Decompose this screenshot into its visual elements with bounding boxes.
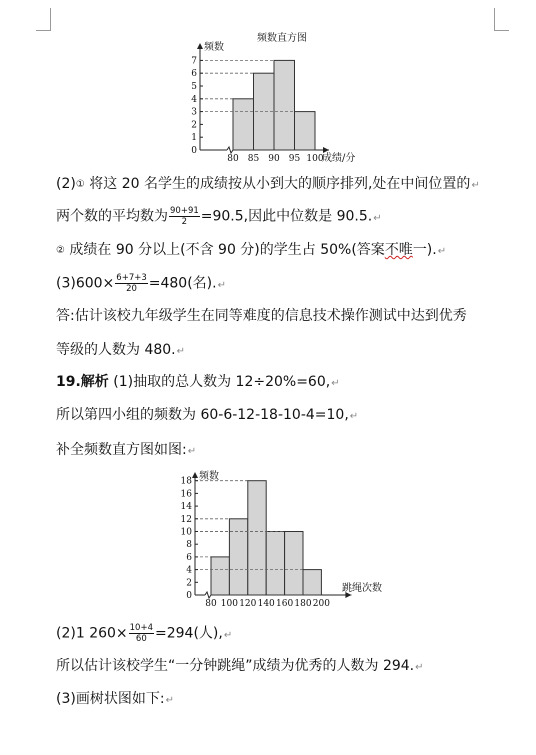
y-tick-label: 12 bbox=[180, 514, 192, 525]
x-tick-label: 80 bbox=[227, 154, 239, 164]
x-axis-break bbox=[205, 592, 211, 598]
x-tick-label: 90 bbox=[268, 154, 280, 164]
text-line: 两个数的平均数为 $\frac{90+91}{2}$ =90.5,因此中位数是 90.5.↵ bbox=[56, 206, 382, 227]
y-tick-label: 3 bbox=[191, 107, 197, 118]
histogram-bar bbox=[295, 112, 316, 150]
x-tick-label: 140 bbox=[257, 599, 275, 609]
x-tick-label: 100 bbox=[220, 599, 238, 609]
fraction: $\frac{10+4}{60}$ bbox=[129, 623, 153, 644]
y-tick-label: 4 bbox=[191, 94, 197, 105]
y-tick-label: 18 bbox=[180, 476, 192, 487]
text-line: (3)600× $\frac{6+7+3}{20}$ =480(名).↵ bbox=[56, 273, 226, 294]
x-tick-label: 100 bbox=[306, 154, 324, 164]
fraction: $\frac{90+91}{2}$ bbox=[170, 206, 199, 227]
y-axis-label: 频数 bbox=[204, 42, 224, 53]
histogram-bar bbox=[266, 532, 284, 596]
x-axis-label: 跳绳次数 bbox=[342, 583, 382, 594]
y-tick-label: 6 bbox=[191, 69, 197, 80]
y-axis-arrow bbox=[197, 43, 203, 49]
histogram-bar bbox=[233, 99, 254, 150]
y-tick-label: 0 bbox=[186, 591, 192, 601]
text-line: 答:估计该校九年级学生在同等难度的信息技术操作测试中达到优秀 bbox=[56, 308, 467, 324]
text-line: 所以估计该校学生“一分钟跳绳”成绩为优秀的人数为 294.↵ bbox=[56, 658, 424, 674]
text-line: 补全频数直方图如图:↵ bbox=[56, 442, 197, 458]
histogram-scores bbox=[180, 28, 390, 168]
histogram-bar bbox=[211, 557, 229, 595]
page-corner-mark bbox=[36, 8, 51, 31]
y-tick-label: 1 bbox=[191, 133, 197, 144]
y-tick-label: 7 bbox=[191, 56, 197, 67]
histogram-bar bbox=[285, 532, 303, 596]
fraction: $\frac{6+7+3}{20}$ bbox=[116, 273, 147, 294]
text-line: 所以第四小组的频数为 60-6-12-18-10-4=10,↵ bbox=[56, 407, 359, 423]
y-tick-label: 4 bbox=[186, 565, 192, 576]
text-line: (2)① 将这 20 名学生的成绩按从小到大的顺序排列,处在中间位置的↵ bbox=[56, 176, 480, 192]
histogram-bar bbox=[248, 481, 266, 595]
text-line: 19.解析 (1)抽取的总人数为 12÷20%=60,↵ bbox=[56, 374, 340, 390]
y-tick-label: 10 bbox=[180, 527, 192, 538]
x-tick-label: 85 bbox=[247, 154, 260, 164]
spellcheck-underline: 不唯 bbox=[384, 242, 413, 258]
y-axis-arrow bbox=[192, 472, 198, 478]
x-axis-break bbox=[227, 147, 233, 153]
y-tick-label: 8 bbox=[186, 540, 192, 551]
text-line: (2)1 260× $\frac{10+4}{60}$ =294(人),↵ bbox=[56, 623, 233, 644]
x-tick-label: 200 bbox=[312, 599, 330, 609]
y-tick-label: 6 bbox=[186, 552, 192, 563]
histogram-bar bbox=[274, 60, 295, 150]
histogram-jump-rope bbox=[170, 465, 395, 610]
y-tick-label: 2 bbox=[186, 578, 192, 589]
y-tick-label: 16 bbox=[180, 489, 192, 500]
y-tick-label: 14 bbox=[180, 502, 192, 513]
x-tick-label: 95 bbox=[288, 154, 301, 164]
text-line: ② 成绩在 90 分以上(不含 90 分)的学生占 50%(答案不唯一).↵ bbox=[56, 242, 447, 258]
text-line: 等级的人数为 480.↵ bbox=[56, 342, 186, 358]
x-tick-label: 120 bbox=[239, 599, 257, 609]
histogram-bar bbox=[229, 519, 247, 595]
y-tick-label: 5 bbox=[191, 82, 197, 92]
histogram-bar bbox=[303, 570, 321, 595]
text-line: (3)画树状图如下:↵ bbox=[56, 691, 174, 707]
y-tick-label: 0 bbox=[191, 146, 197, 156]
x-tick-label: 160 bbox=[276, 599, 294, 609]
page-corner-mark bbox=[494, 8, 509, 31]
y-tick-label: 2 bbox=[191, 120, 197, 131]
x-tick-label: 180 bbox=[294, 599, 312, 609]
x-tick-label: 80 bbox=[205, 599, 217, 609]
x-axis-label: 成绩/分 bbox=[322, 153, 356, 164]
chart-title: 频数直方图 bbox=[257, 33, 307, 44]
y-axis-label: 频数 bbox=[199, 471, 219, 482]
